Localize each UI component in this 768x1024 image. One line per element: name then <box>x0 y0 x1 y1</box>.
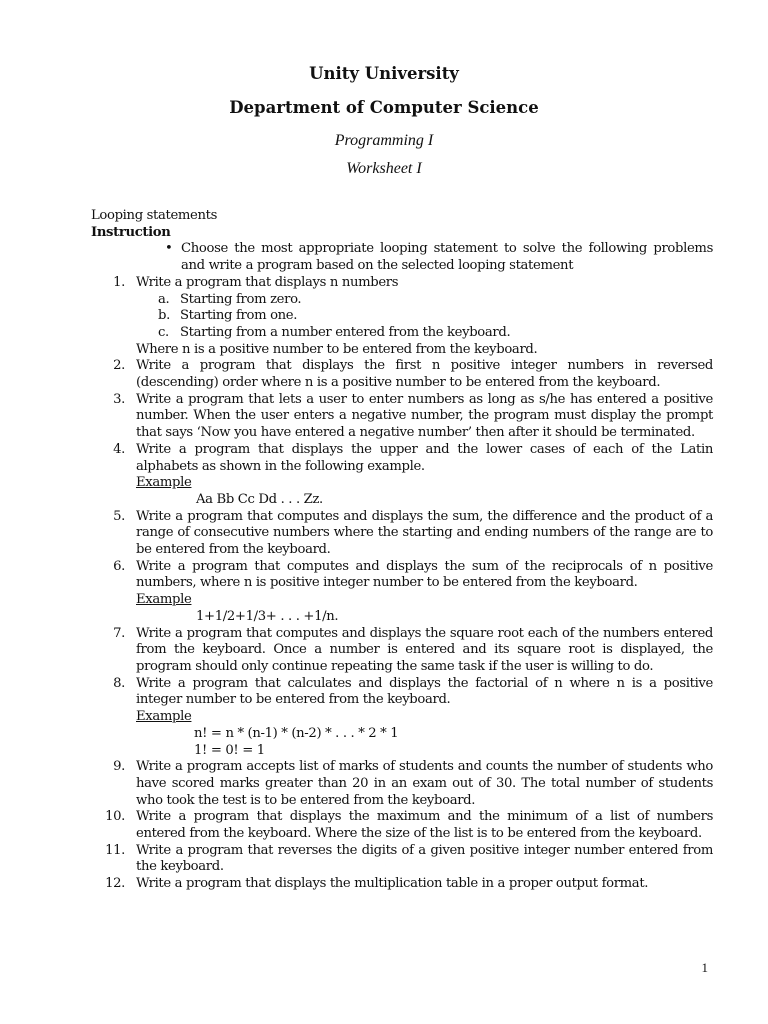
example-label: Example <box>136 475 192 491</box>
question-text: Write a program that lets a user to enter numbers as long as s/he has entered a positive number. When the user enters a negative number, the program must display the prompt that says ‘Now you have entered a negative number’ then after it should be terminated. <box>136 391 713 441</box>
question-8 <box>91 676 713 760</box>
question-number: 9. <box>113 759 125 775</box>
sub-letter: a. <box>158 291 170 307</box>
example-text-2: 1! = 0! = 1 <box>194 742 265 758</box>
worksheet-body <box>91 208 713 893</box>
question-number: 4. <box>113 441 125 457</box>
question-number: 5. <box>113 508 125 524</box>
example-text: n! = n * (n-1) * (n-2) * . . . * 2 * 1 <box>194 725 399 741</box>
instruction-bullet <box>163 241 713 274</box>
question-9 <box>91 759 713 809</box>
course-title: Programming I <box>334 132 434 149</box>
example-text: Aa Bb Cc Dd . . . Zz. <box>196 491 323 507</box>
question-number: 12. <box>105 876 125 892</box>
question-number: 10. <box>105 809 125 825</box>
instruction-heading: Instruction <box>91 224 171 240</box>
question-11 <box>91 843 713 876</box>
question-7 <box>91 626 713 676</box>
sub-text: Starting from zero. <box>180 291 302 307</box>
question-4 <box>91 442 713 509</box>
question-text: Write a program that displays the upper and the lower cases of each of the Latin alphabets as shown in the following example. <box>136 441 713 474</box>
worksheet-title: Worksheet I <box>346 160 422 177</box>
question-text: Write a program that displays the maximum and the minimum of a list of numbers entered from the keyboard. Where the size of the list is to be entered from the keyboard. <box>136 809 713 842</box>
question-note: Where n is a positive number to be entered from the keyboard. <box>136 341 538 357</box>
question-12 <box>91 876 713 893</box>
question-text: Write a program that displays the multiplication table in a proper output format. <box>136 876 649 892</box>
question-number: 1. <box>113 274 125 290</box>
question-text: Write a program accepts list of marks of students and counts the number of students who have scored marks greater than 20 in an exam out of 30. The total number of students who took the test is to be entered from the keyboard. <box>136 759 713 808</box>
question-10 <box>91 809 713 842</box>
instruction-text: Choose the most appropriate looping statement to solve the following problems and write a program based on the selected looping statement <box>181 241 713 274</box>
sub-item-b <box>136 308 713 325</box>
question-number: 8. <box>113 675 125 691</box>
question-3 <box>91 392 713 442</box>
question-text: Write a program that calculates and displays the factorial of n where n is a positive integer number to be entered from the keyboard. <box>136 675 713 708</box>
question-text: Write a program that displays the first n positive integer numbers in reversed (descending) order where n is a positive number to be entered from the keyboard. <box>136 358 713 391</box>
sub-text: Starting from one. <box>180 308 298 324</box>
question-list <box>91 275 713 893</box>
bullet-icon: • <box>165 241 173 257</box>
question-6 <box>91 559 713 626</box>
sub-item-c <box>136 325 713 342</box>
question-number: 7. <box>113 625 125 641</box>
question-text: Write a program that reverses the digits of a given positive integer number entered from the keyboard. <box>136 842 713 875</box>
question-2 <box>91 358 713 391</box>
question-text: Write a program that computes and displays the sum of the reciprocals of n positive numbers, where n is positive integer number to be entered from the keyboard. <box>136 558 713 591</box>
question-number: 11. <box>105 842 125 858</box>
department-title: Department of Computer Science <box>229 98 539 117</box>
question-text: Write a program that computes and displays the square root each of the numbers entered from the keyboard. Once a number is entered and its square root is displayed, the program should only continue repeating the same task if the user is willing to do. <box>136 625 713 674</box>
question-number: 3. <box>113 391 125 407</box>
sub-letter: b. <box>158 308 170 324</box>
example-label: Example <box>136 592 192 608</box>
topic-heading: Looping statements <box>91 208 218 223</box>
question-1 <box>91 275 713 359</box>
question-text: Write a program that computes and displays the sum, the difference and the product of a range of consecutive numbers where the starting and ending numbers of the range are to be entered from the keyboard. <box>136 508 713 558</box>
question-5 <box>91 509 713 559</box>
sub-letter: c. <box>158 324 169 340</box>
question-number: 6. <box>113 558 125 574</box>
question-text: Write a program that displays n numbers <box>136 274 399 290</box>
example-label: Example <box>136 709 192 725</box>
page-number: 1 <box>701 960 708 975</box>
university-title: Unity University <box>309 64 459 83</box>
sub-item-a <box>136 292 713 309</box>
sub-text: Starting from a number entered from the keyboard. <box>180 324 511 340</box>
question-number: 2. <box>113 358 125 374</box>
example-text: 1+1/2+1/3+ . . . +1/n. <box>196 608 339 624</box>
